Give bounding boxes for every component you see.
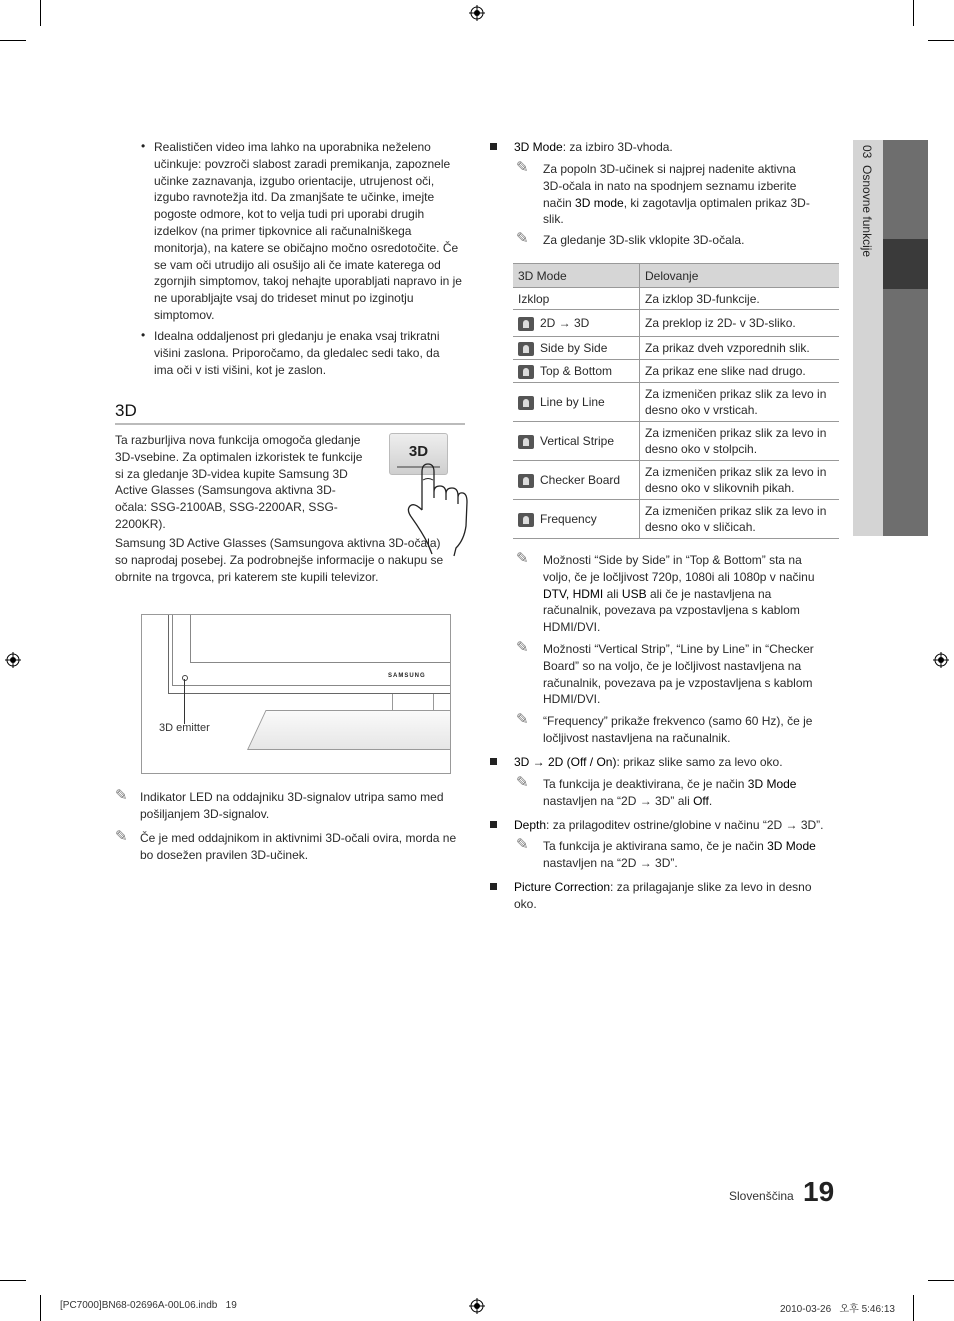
intro-text-2: Samsung 3D Active Glasses (Samsungova aktivna 3D-očala) so naprodaj posebej. Za podrobnejše informacije o nakupu se obrnite na trgovca, pri katerem ste kupili televizor. xyxy=(115,536,444,584)
note-text: Možnosti “Side by Side” in “Top & Bottom” sta na voljo, če je ločljivost 720p, 1080i ali 1080p v načinu DTV, HDMI ali USB ali če je nastavljena na računalnik, povezava pa vzpostavljena s kablom HDMI/DVI. xyxy=(543,553,815,635)
note-text: Ta funkcija je aktivirana samo, če je način 3D Mode nastavljen na “2D → 3D”. xyxy=(543,839,816,870)
table-cell-mode: Frequency xyxy=(540,512,597,526)
bullet-text: Idealna oddaljenost pri gledanju je enaka vsaj trikratni višini zaslona. Priporočamo, da gledalec sedi tako, da ima oči v isti višini, kot je zaslon. xyxy=(154,329,440,377)
bullet-text: Realističen video ima lahko na uporabnika neželeno učinkuje: povzroči slabost zaradi premikanja, zapoznele učinke zaznavanja, izgubo orientacije, utrujenost oči, izgubo ravnotežja itd. Da zmanjšate te učinke, imejte pogoste odmore, kot to velja tudi pri uporabi drugih izdelkov (na primer tipkovnice ali računalniškega monitorja), na katere se običajno močno osredotočite. Če se vam oči utrudijo ali osušijo ali če imate katerega od zgornjih simptomov, takoj nehajte uporabljati napravo in je ne uporabljajte vsaj do trideset minut po izginotju simptomov. xyxy=(154,140,462,322)
item-desc: : za prilagajanje slike za levo in desno oko. xyxy=(514,880,812,911)
registration-mark-icon xyxy=(5,652,21,668)
table-row xyxy=(513,500,839,539)
crop-mark xyxy=(928,1280,954,1281)
crop-mark xyxy=(40,0,41,26)
table-cell-mode: Checker Board xyxy=(540,473,621,487)
side-tab-dark xyxy=(883,140,928,536)
tv-illustration xyxy=(141,614,451,774)
square-bullet xyxy=(490,883,497,890)
note-pencil-icon: ✎ xyxy=(115,787,128,804)
mode-line-by-line-icon xyxy=(518,396,534,410)
table-cell-desc: Za izmeničen prikaz slik za levo in desno oko v sličicah. xyxy=(640,500,840,539)
page-number: 19 xyxy=(803,1176,835,1207)
side-tab-marker xyxy=(883,239,928,289)
mode-frequency-icon xyxy=(518,513,534,527)
crop-mark xyxy=(913,1295,914,1321)
table-header: 3D Mode xyxy=(513,264,640,288)
note-text: Možnosti “Vertical Strip”, “Line by Line” in “Checker Board” so na voljo, če je ločljivost nastavljena na računalnik, povezava pa je vzpostavljena s kablom HDMI/DVI. xyxy=(543,642,814,707)
item-desc: : za izbiro 3D-vhoda. xyxy=(562,140,673,154)
table-cell-mode: Vertical Stripe xyxy=(540,434,615,448)
crop-mark xyxy=(0,1280,26,1281)
item-3d-to-2d xyxy=(514,754,844,771)
item-title: Picture Correction xyxy=(514,880,611,894)
table-cell-desc: Za izmeničen prikaz slik za levo in desno oko v stolpcih. xyxy=(640,422,840,461)
note-text: “Frequency” prikaže frekvenco (samo 60 Hz), če je ločljivost nastavljena na računalnik. xyxy=(543,714,813,745)
note-pencil-icon: ✎ xyxy=(516,159,529,176)
crop-mark xyxy=(0,40,26,41)
note-pencil-icon: ✎ xyxy=(516,639,529,656)
table-row xyxy=(513,383,839,422)
item-title: Depth xyxy=(514,818,547,832)
bullet: • xyxy=(141,328,146,342)
table-row xyxy=(513,310,839,337)
table-cell-mode: Line by Line xyxy=(540,395,605,409)
item-desc: : prikaz slike samo za levo oko. xyxy=(616,755,783,769)
3d-mode-table xyxy=(513,263,839,539)
note-pencil-icon: ✎ xyxy=(115,828,128,845)
mode-checker-board-icon xyxy=(518,474,534,488)
item-title: 3D → 2D (Off / On) xyxy=(514,755,617,769)
chapter-title: Osnovne funkcije xyxy=(860,165,874,258)
table-cell-desc: Za izmeničen prikaz slik za levo in desno oko v slikovnih pikah. xyxy=(640,461,840,500)
crop-mark xyxy=(913,0,914,26)
table-row xyxy=(513,288,839,310)
side-tab-label xyxy=(860,145,874,257)
registration-mark-icon xyxy=(469,1298,485,1314)
table-cell-mode: Izklop xyxy=(513,288,640,310)
emitter-dot xyxy=(182,675,188,681)
footer-language: Slovenščina xyxy=(729,1189,794,1203)
note-pencil-icon: ✎ xyxy=(516,836,529,853)
tv-stand-base xyxy=(247,710,451,750)
table-cell-desc: Za prikaz ene slike nad drugo. xyxy=(640,360,840,383)
note-text: Če je med oddajnikom in aktivnimi 3D-očali ovira, morda ne bo dosežen pravilen 3D-učinek. xyxy=(140,831,457,862)
heading-rule xyxy=(115,423,465,425)
item-desc: : za prilagoditev ostrine/globine v načinu “2D → 3D”. xyxy=(546,818,824,832)
footer-timestamp: 2010-03-26 오후 5:46:13 xyxy=(780,1304,895,1315)
note-pencil-icon: ✎ xyxy=(516,230,529,247)
note-text: Za popoln 3D-učinek si najprej nadenite aktivna 3D-očala in nato na spodnjem seznamu izberite način 3D mode, ki zagotavlja optimalen prikaz 3D-slik. xyxy=(543,162,810,227)
crop-mark xyxy=(40,1295,41,1321)
crop-mark xyxy=(928,40,954,41)
table-row xyxy=(513,337,839,360)
note-text: Ta funkcija je deaktivirana, če je način 3D Mode nastavljen na “2D → 3D” ali Off. xyxy=(543,777,797,808)
table-row xyxy=(513,461,839,500)
registration-mark-icon xyxy=(469,5,485,21)
note-pencil-icon: ✎ xyxy=(516,711,529,728)
square-bullet xyxy=(490,821,497,828)
table-cell-mode: Top & Bottom xyxy=(540,364,613,378)
table-cell-mode: 2D → 3D xyxy=(540,316,590,330)
emitter-label: 3D emitter xyxy=(159,722,210,734)
item-depth xyxy=(514,817,844,834)
hand-pointer-icon xyxy=(400,458,470,558)
square-bullet xyxy=(490,143,497,150)
chapter-number: 03 xyxy=(860,145,874,159)
table-cell-mode: Side by Side xyxy=(540,341,608,355)
registration-mark-icon xyxy=(933,652,949,668)
table-cell-desc: Za prikaz dveh vzporednih slik. xyxy=(640,337,840,360)
note-text: Za gledanje 3D-slik vklopite 3D-očala. xyxy=(543,233,745,247)
note-pencil-icon: ✎ xyxy=(516,550,529,567)
item-title: 3D Mode xyxy=(514,140,563,154)
square-bullet xyxy=(490,758,497,765)
table-row xyxy=(513,422,839,461)
intro-text: Ta razburljiva nova funkcija omogoča gledanje 3D-vsebine. Za optimalen izkoristek te funkcije si za gledanje 3D-videa kupite Samsung 3D Active Glasses (Samsungova aktivna 3D-očala: SSG-2100AB, SSG-2200AR, SSG-2200KR). xyxy=(115,433,363,531)
note-text: Indikator LED na oddajniku 3D-signalov utripa samo med pošiljanjem 3D-signalov. xyxy=(140,790,444,821)
table-row xyxy=(513,360,839,383)
mode-top-bottom-icon xyxy=(518,365,534,379)
table-cell-desc: Za preklop iz 2D- v 3D-sliko. xyxy=(640,310,840,337)
footer-file-info: [PC7000]BN68-02696A-00L06.indb 19 xyxy=(60,1300,237,1311)
section-heading: 3D xyxy=(115,401,137,420)
remote-button-label: 3D xyxy=(408,443,429,460)
table-cell-desc: Za izklop 3D-funkcije. xyxy=(640,288,840,310)
note-pencil-icon: ✎ xyxy=(516,774,529,791)
table-cell-desc: Za izmeničen prikaz slik za levo in desno oko v vrsticah. xyxy=(640,383,840,422)
tv-brand-logo: SAMSUNG xyxy=(388,673,426,679)
mode-2d3d-icon xyxy=(518,317,534,331)
item-3d-mode xyxy=(514,139,844,156)
bullet: • xyxy=(141,139,146,153)
mode-side-by-side-icon xyxy=(518,342,534,356)
mode-vertical-stripe-icon xyxy=(518,435,534,449)
table-header: Delovanje xyxy=(640,264,840,288)
item-picture-correction xyxy=(514,879,834,913)
emitter-callout-line xyxy=(184,679,185,724)
